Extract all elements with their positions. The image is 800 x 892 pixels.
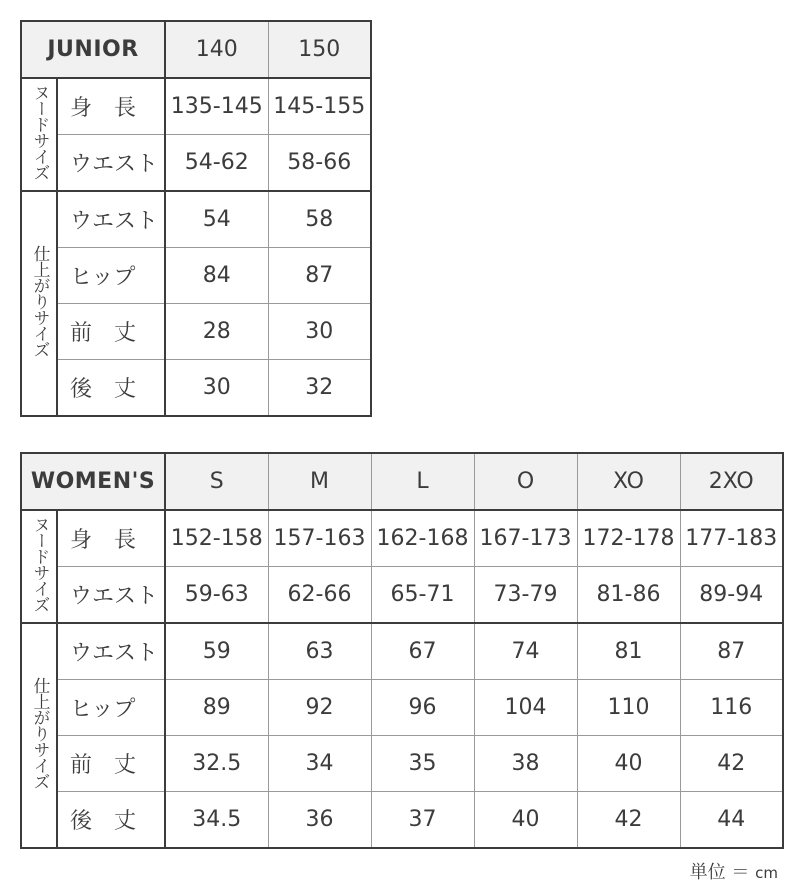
table-cell: 54	[165, 191, 268, 248]
table-cell: 28	[165, 304, 268, 360]
table-cell: 34.5	[165, 792, 268, 849]
row-label: 身 長	[57, 510, 165, 567]
table-cell: 30	[268, 304, 371, 360]
table-cell: 116	[680, 680, 783, 736]
table-cell: 74	[474, 623, 577, 680]
table-title: JUNIOR	[21, 21, 165, 78]
table-cell: 152-158	[165, 510, 268, 567]
group-label-finished: 仕上がりサイズ	[21, 623, 57, 848]
group-label-nude: ヌードサイズ	[21, 510, 57, 623]
table-cell: 35	[371, 736, 474, 792]
row-label: ウエスト	[57, 135, 165, 192]
table-cell: 30	[165, 360, 268, 417]
table-cell: 87	[680, 623, 783, 680]
table-cell: 34	[268, 736, 371, 792]
table-cell: 65-71	[371, 567, 474, 624]
row-label: 後 丈	[57, 792, 165, 849]
table-cell: 40	[474, 792, 577, 849]
table-cell: 110	[577, 680, 680, 736]
table-cell: 40	[577, 736, 680, 792]
table-cell: 87	[268, 248, 371, 304]
table-cell: 135-145	[165, 78, 268, 135]
row-label: ヒップ	[57, 680, 165, 736]
size-header: M	[268, 453, 371, 510]
table-cell: 89-94	[680, 567, 783, 624]
table-cell: 42	[577, 792, 680, 849]
table-cell: 96	[371, 680, 474, 736]
table-cell: 73-79	[474, 567, 577, 624]
table-cell: 62-66	[268, 567, 371, 624]
unit-value: cm	[755, 864, 778, 882]
table-cell: 54-62	[165, 135, 268, 192]
table-cell: 58	[268, 191, 371, 248]
table-cell: 37	[371, 792, 474, 849]
table-cell: 67	[371, 623, 474, 680]
table-cell: 36	[268, 792, 371, 849]
group-label-nude: ヌードサイズ	[21, 78, 57, 191]
size-header: 140	[165, 21, 268, 78]
table-cell: 81-86	[577, 567, 680, 624]
size-header: XO	[577, 453, 680, 510]
table-cell: 38	[474, 736, 577, 792]
row-label: 後 丈	[57, 360, 165, 417]
table-cell: 84	[165, 248, 268, 304]
table-cell: 59	[165, 623, 268, 680]
row-label: ウエスト	[57, 191, 165, 248]
row-label: 前 丈	[57, 304, 165, 360]
table-cell: 104	[474, 680, 577, 736]
table-cell: 58-66	[268, 135, 371, 192]
table-cell: 177-183	[680, 510, 783, 567]
table-cell: 162-168	[371, 510, 474, 567]
size-header: 2XO	[680, 453, 783, 510]
unit-label: 単位 ＝	[689, 862, 750, 883]
table-cell: 92	[268, 680, 371, 736]
row-label: 身 長	[57, 78, 165, 135]
table-cell: 167-173	[474, 510, 577, 567]
table-cell: 44	[680, 792, 783, 849]
size-header: 150	[268, 21, 371, 78]
unit-note	[690, 858, 778, 884]
table-cell: 145-155	[268, 78, 371, 135]
table-title: WOMEN'S	[21, 453, 165, 510]
table-cell: 81	[577, 623, 680, 680]
row-label: ウエスト	[57, 623, 165, 680]
group-label-finished: 仕上がりサイズ	[21, 191, 57, 416]
table-cell: 32.5	[165, 736, 268, 792]
row-label: 前 丈	[57, 736, 165, 792]
size-header: S	[165, 453, 268, 510]
row-label: ウエスト	[57, 567, 165, 624]
table-cell: 89	[165, 680, 268, 736]
womens-size-table	[20, 452, 784, 849]
size-header: L	[371, 453, 474, 510]
table-cell: 157-163	[268, 510, 371, 567]
table-cell: 63	[268, 623, 371, 680]
size-header: O	[474, 453, 577, 510]
row-label: ヒップ	[57, 248, 165, 304]
table-cell: 59-63	[165, 567, 268, 624]
table-cell: 32	[268, 360, 371, 417]
junior-size-table	[20, 20, 372, 417]
table-cell: 42	[680, 736, 783, 792]
table-cell: 172-178	[577, 510, 680, 567]
